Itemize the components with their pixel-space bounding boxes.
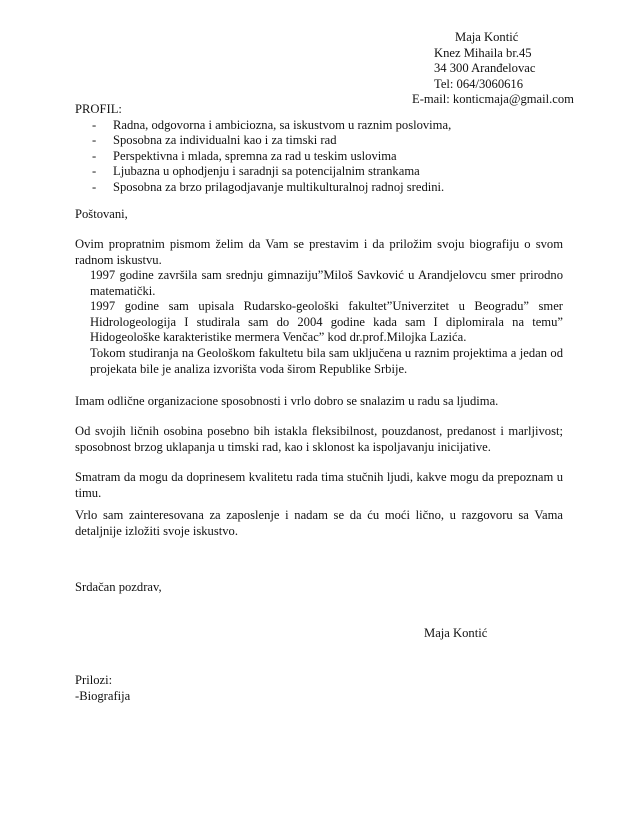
intro-paragraph: Ovim propratnim pismom želim da Vam se prestavim i da priložim svoju biografiju o svom radnom iskustvu.	[75, 237, 563, 267]
sender-address: Knez Mihaila br.45	[434, 45, 532, 60]
list-item: - Ljubazna u ophodjenju i saradnji sa potencijalnim strankama	[92, 164, 420, 179]
profile-list	[75, 118, 563, 196]
profile-section	[75, 102, 563, 196]
contribution-paragraph: Smatram da mogu da doprinesem kvalitetu rada tima stučnih ljudi, kakve mogu da prepoznam u timu.	[75, 470, 563, 500]
list-item: - Perspektivna i mlada, spremna za rad u teskim uslovima	[92, 148, 397, 163]
bullet-dash: -	[92, 164, 97, 179]
attachments-section	[75, 673, 563, 704]
interest-paragraph: Vrlo sam zainteresovana za zaposlenje i nadam se da ću moći lično, u razgovoru sa Vama detaljnije izložiti svoje iskustvo.	[75, 508, 563, 538]
sender-phone: Tel: 064/3060616	[434, 76, 524, 91]
signature: Maja Kontić	[424, 626, 488, 640]
education-paragraph-2: 1997 godine sam upisala Rudarsko-geološki fakultet”Univerzitet u Beogradu” smer Hidrologeologija I studirala sam do 2004 godine kada sam I diplomirala na temu” Hidogeološke karakteristike mermera Venčac” kod dr.prof.Milojka Lazića.	[90, 299, 563, 345]
qualities-paragraph: Od svojih ličnih osobina posebno bih istakla fleksibilnost, pouzdanost, predanost i marljivost; sposobnost brzog uklapanja u timski rad, kao i sklonost ka ispoljavanju inicijative.	[75, 424, 563, 454]
sender-block	[412, 30, 574, 108]
education-section	[75, 268, 563, 377]
organization-paragraph: Imam odlične organizacione sposobnosti i vrlo dobro se snalazim u radu sa ljudima.	[75, 394, 499, 408]
attachment-item: -Biografija	[75, 688, 131, 703]
list-item: - Sposobna za brzo prilagodjavanje multikulturalnoj radnoj sredini.	[92, 179, 445, 194]
bullet-dash: -	[92, 148, 97, 163]
education-paragraph-1: 1997 godine završila sam srednju gimnaziju”Miloš Savković u Arandjelovcu smer prirodno matematički.	[90, 268, 563, 298]
list-item: - Radna, odgovorna i ambiciozna, sa iskustvom u raznim poslovima,	[92, 117, 452, 132]
attachments-heading: Prilozi:	[75, 673, 113, 687]
education-paragraph-3: Tokom studiranja na Geološkom fakultetu bila sam uključena u raznim projektima a jedan od projekata bile je analiza izvorišta voda širom Republike Srbije.	[90, 345, 563, 376]
bullet-dash: -	[92, 179, 97, 194]
sender-name: Maja Kontić	[455, 30, 519, 44]
profile-heading: PROFIL:	[75, 102, 122, 116]
list-item: - Sposobna za individualni kao i za timski rad	[92, 133, 337, 148]
sender-email: E-mail: konticmaja@gmail.com	[412, 92, 574, 106]
salutation: Poštovani,	[75, 207, 128, 221]
bullet-dash: -	[92, 133, 97, 148]
bullet-dash: -	[92, 117, 97, 132]
sender-city: 34 300 Aranđelovac	[434, 61, 536, 75]
closing: Srdačan pozdrav,	[75, 580, 162, 594]
